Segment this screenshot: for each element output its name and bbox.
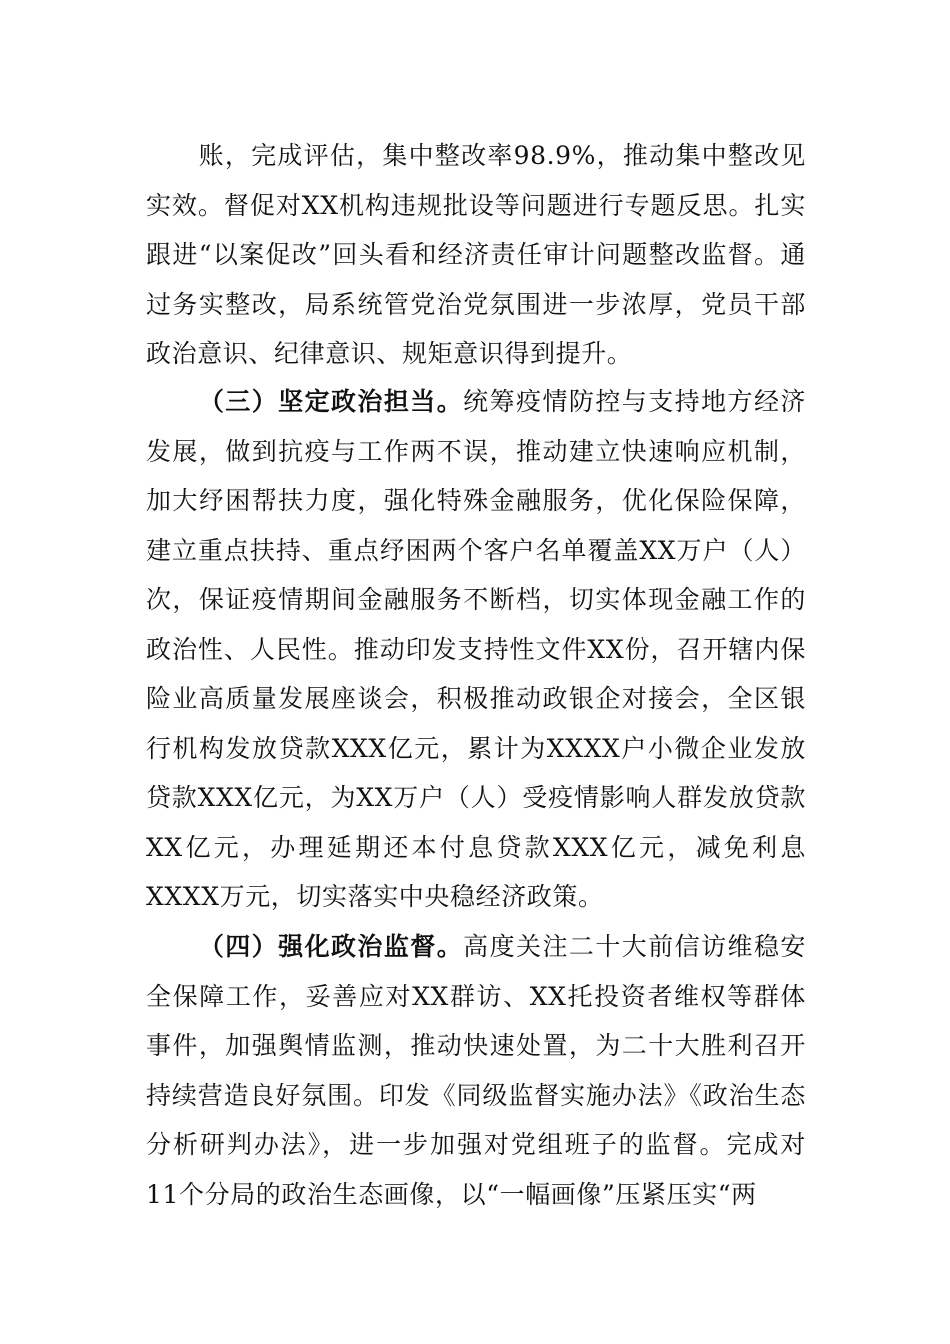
section-heading: （四）强化政治监督。 xyxy=(198,932,464,961)
paragraph-political-supervision xyxy=(146,922,806,1219)
paragraph-body: 统筹疫情防控与支持地方经济发展，做到抗疫与工作两不误，推动建立快速响应机制，加大纾困帮扶力度，强化特殊金融服务，优化保险保障，建立重点扶持、重点纾困两个客户名单覆盖XX万户（人）次，保证疫情期间金融服务不断档，切实体现金融工作的政治性、人民性。推动印发支持性文件XX份，召开辖内保险业高质量发展座谈会，积极推动政银企对接会，全区银行机构发放贷款XXX亿元，累计为XXXX户小微企业发放贷款XXX亿元，为XX万户（人）受疫情影响人群发放贷款XX亿元，办理延期还本付息贷款XXX亿元，减免利息XXXX万元，切实落实中央稳经济政策。 xyxy=(146,387,806,911)
paragraph-body: 账，完成评估，集中整改率98.9%，推动集中整改见实效。督促对XX机构违规批设等问题进行专题反思。扎实跟进“以案促改”回头看和经济责任审计问题整改监督。通过务实整改，局系统管党治党氛围进一步浓厚，党员干部政治意识、纪律意识、规矩意识得到提升。 xyxy=(146,141,806,368)
section-heading: （三）坚定政治担当。 xyxy=(198,387,464,416)
paragraph-continuation xyxy=(146,131,806,379)
paragraph-body: 高度关注二十大前信访维稳安全保障工作，妥善应对XX群访、XX托投资者维权等群体事件，加强舆情监测，推动快速处置，为二十大胜利召开持续营造良好氛围。印发《同级监督实施办法》《政治生态分析研判办法》，进一步加强对党组班子的监督。完成对11个分局的政治生态画像，以“一幅画像”压紧压实“两 xyxy=(146,932,806,1209)
paragraph-political-responsibility xyxy=(146,377,806,922)
